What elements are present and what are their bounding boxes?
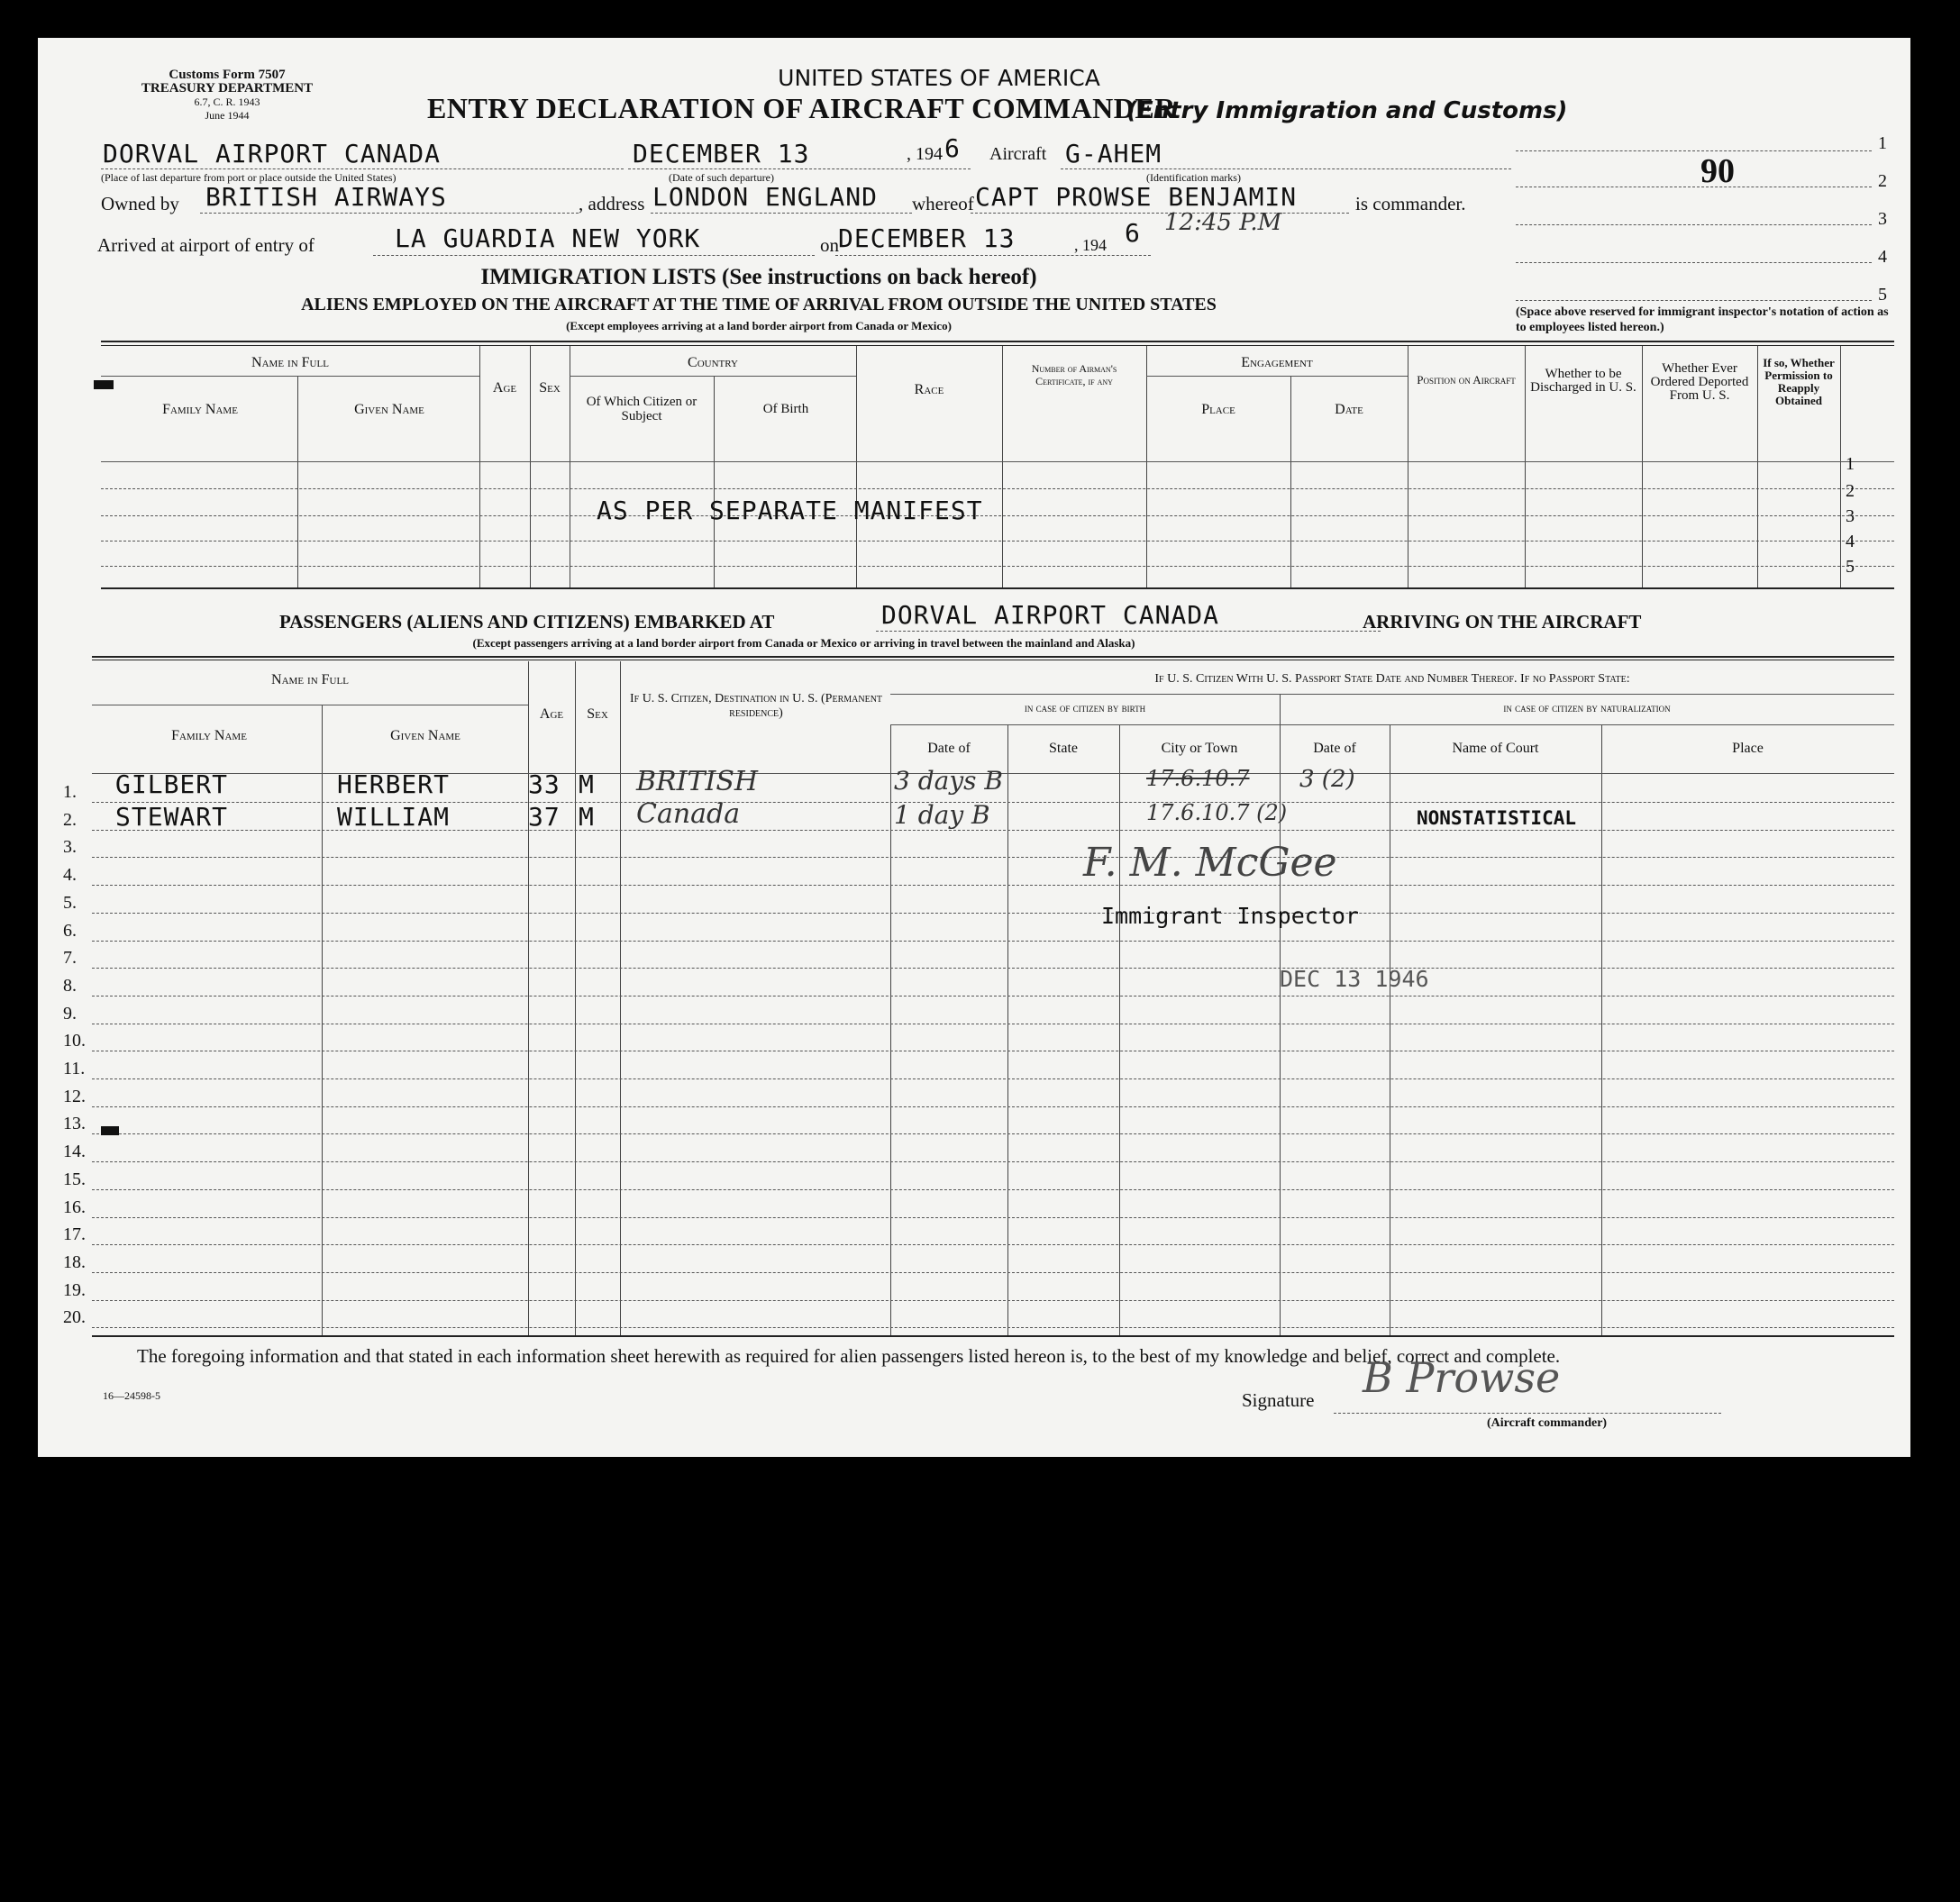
arrival-year-digit: 6: [1125, 218, 1141, 248]
aliens-col-div: [1840, 346, 1841, 587]
aircraft-line: [1061, 168, 1511, 169]
form-id-line4: June 1944: [205, 109, 250, 122]
aliens-row-num-4: 4: [1846, 532, 1855, 551]
owned-by-label: Owned by: [101, 193, 179, 214]
main-subtitle: (Entry Immigration and Customs): [1126, 97, 1568, 124]
pass-hdr-given: Given Name: [390, 728, 460, 743]
passenger-2-date: 1 day B: [894, 800, 990, 830]
aliens-row-num-1: 1: [1846, 454, 1855, 474]
pass-hdr-destination: If U. S. Citizen, Destination in U. S. (Permanent residence): [629, 692, 883, 720]
certification-text: The foregoing information and that stated in each information sheet herewith as required for alien passengers listed hereon is, to the best of my knowledge and belief, correct and complete.: [137, 1345, 1561, 1367]
passenger-row-number: 15.: [63, 1169, 86, 1189]
pass-hdr-passport: If U. S. Citizen With U. S. Passport State Date and Number Thereof. If no Passport State:: [1154, 672, 1630, 686]
arrival-airport: LA GUARDIA NEW YORK: [395, 223, 701, 253]
pass-hdr-date-birth: Date of: [927, 741, 971, 756]
aliens-col-div: [1757, 346, 1758, 587]
departure-place-caption: (Place of last departure from port or place outside the United States): [101, 171, 397, 184]
pass-hdr-state: State: [1049, 741, 1078, 756]
aliens-col-div: [714, 376, 715, 587]
passenger-row-line: [92, 913, 1894, 914]
departure-date-caption: (Date of such departure): [669, 171, 774, 184]
aliens-hdr-discharged: Whether to be Discharged in U. S.: [1530, 367, 1636, 395]
aliens-hdr-deported: Whether Ever Ordered Deported From U. S.: [1650, 361, 1749, 403]
passenger-row-number: 11.: [63, 1059, 86, 1078]
passenger-row-line: [92, 885, 1894, 886]
aliens-col-div: [1525, 346, 1526, 587]
document-page: [38, 38, 1910, 1457]
passenger-row-number: 4.: [63, 865, 77, 885]
aliens-row-line: [101, 488, 1894, 489]
reserved-num-5: 5: [1878, 285, 1887, 305]
aliens-col-div: [1002, 346, 1003, 587]
passenger-2-family: STEWART: [115, 802, 229, 832]
departure-place: DORVAL AIRPORT CANADA: [103, 139, 442, 168]
whereof-label: whereof: [912, 193, 974, 214]
passengers-table-top-rule: [92, 656, 1894, 658]
passenger-row-number: 12.: [63, 1087, 86, 1106]
form-id-line3: 6.7, C. R. 1943: [194, 96, 260, 108]
stamp-date: DEC 13 1946: [1280, 966, 1429, 992]
pass-col-div: [575, 661, 576, 1335]
aliens-subhead-rule: [101, 376, 479, 377]
pass-subhead-rule: [890, 724, 1894, 725]
arrival-year-prefix: , 194: [1074, 236, 1107, 254]
passenger-row-number: 8.: [63, 976, 77, 996]
departure-date-line: [628, 168, 971, 169]
aliens-hdr-date: Date: [1335, 402, 1363, 417]
immigration-note: (Except employees arriving at a land border airport from Canada or Mexico): [566, 319, 952, 332]
form-id: [119, 68, 335, 123]
passenger-row-number: 20.: [63, 1307, 86, 1327]
reserved-number: 90: [1700, 152, 1735, 190]
aliens-hdr-place: Place: [1201, 402, 1235, 417]
passenger-row-line: [92, 1161, 1894, 1162]
passenger-row-line: [92, 1189, 1894, 1190]
signature-caption: (Aircraft commander): [1487, 1416, 1608, 1430]
passenger-row-number: 17.: [63, 1224, 86, 1244]
aliens-hdr-race: Race: [914, 382, 944, 397]
departure-year-digit: 6: [944, 133, 961, 163]
passengers-table-bottom-rule: [92, 1335, 1894, 1337]
form-number: 16—24598-5: [103, 1389, 160, 1402]
commander-line: [971, 213, 1349, 214]
passenger-1-sex: M: [579, 769, 595, 799]
address-label: , address: [579, 193, 645, 214]
aliens-hdr-permission: If so, Whether Permission to Reapply Obtained: [1763, 356, 1835, 407]
pass-hdr-name: Name in Full: [271, 672, 349, 687]
passenger-row-number: 2.: [63, 810, 77, 830]
form-id-line2: TREASURY DEPARTMENT: [141, 81, 314, 96]
aircraft-caption: (Identification marks): [1146, 171, 1241, 184]
aliens-subhead-rule: [1146, 376, 1408, 377]
aliens-hdr-age: Age: [492, 380, 517, 396]
passenger-row-number: 16.: [63, 1197, 86, 1217]
passenger-2-age: 37: [528, 802, 561, 832]
reserved-num-4: 4: [1878, 247, 1887, 267]
aliens-row-line: [101, 566, 1894, 567]
passenger-row-number: 5.: [63, 893, 77, 913]
reserved-line-1: [1516, 150, 1872, 151]
passenger-row-line: [92, 941, 1894, 942]
address-line: [651, 213, 912, 214]
passenger-row-line: [92, 1078, 1894, 1079]
departure-date: DECEMBER 13: [633, 139, 810, 168]
reserved-line-5: [1516, 300, 1872, 301]
passenger-1-destination: BRITISH: [636, 766, 759, 797]
passenger-row-number: 9.: [63, 1004, 77, 1024]
passenger-row-number: 14.: [63, 1142, 86, 1161]
passenger-row-number: 19.: [63, 1280, 86, 1300]
passenger-row-number: 1.: [63, 782, 77, 802]
nonstatistical-stamp: NONSTATISTICAL: [1417, 807, 1577, 829]
aliens-table-top-rule: [101, 341, 1894, 342]
aliens-row-num-5: 5: [1846, 557, 1855, 577]
pass-col-div: [620, 661, 621, 1335]
pass-col-div: [322, 705, 323, 1335]
pass-col-div: [528, 661, 529, 1335]
passenger-row-number: 10.: [63, 1031, 86, 1051]
aliens-col-div: [297, 376, 298, 587]
pass-hdr-place: Place: [1732, 741, 1764, 756]
passenger-row-line: [92, 1300, 1894, 1301]
aliens-subhead-rule: [570, 376, 856, 377]
commander-signature: B Prowse: [1363, 1353, 1561, 1402]
separate-manifest-note: AS PER SEPARATE MANIFEST: [597, 496, 983, 525]
owner: BRITISH AIRWAYS: [205, 182, 447, 212]
aliens-hdr-given: Given Name: [354, 402, 424, 417]
passenger-row-line: [92, 1217, 1894, 1218]
reserved-line-3: [1516, 224, 1872, 225]
passenger-row-line: [92, 1327, 1894, 1328]
arrival-date-line: [835, 255, 1151, 256]
commander-suffix: is commander.: [1355, 193, 1466, 214]
aliens-hdr-family: Family Name: [162, 402, 238, 417]
immigration-subheading: ALIENS EMPLOYED ON THE AIRCRAFT AT THE TIME OF ARRIVAL FROM OUTSIDE THE UNITED STATES: [301, 295, 1217, 314]
passenger-1-age: 33: [528, 769, 561, 799]
aliens-row-line: [101, 515, 1894, 516]
arrival-time: 12:45 P.M: [1164, 209, 1282, 236]
aliens-table-bottom-rule: [101, 587, 1894, 589]
country-title: UNITED STATES OF AMERICA: [778, 65, 1100, 91]
reserved-caption: (Space above reserved for immigrant inspector's notation of action as to employees listed hereon.): [1516, 305, 1889, 334]
aliens-header-bottom-rule: [101, 461, 1894, 462]
aliens-col-div: [1146, 346, 1147, 587]
arrived-label: Arrived at airport of entry of: [97, 234, 315, 256]
departure-place-line: [101, 168, 624, 169]
aircraft-label: Aircraft: [989, 144, 1047, 164]
aliens-row-num-3: 3: [1846, 506, 1855, 526]
departure-year-prefix: , 194: [907, 144, 943, 164]
passenger-row-number: 3.: [63, 837, 77, 857]
reserved-line-4: [1516, 262, 1872, 263]
aliens-hdr-country: Country: [688, 355, 738, 370]
pass-hdr-by-naturalization: in case of citizen by naturalization: [1503, 701, 1671, 714]
commander-name: CAPT PROWSE BENJAMIN: [975, 182, 1298, 212]
passenger-1-given: HERBERT: [337, 769, 451, 799]
passengers-note: (Except passengers arriving at a land border airport from Canada or Mexico or arriving in travel between the mainland and Alaska): [472, 636, 1135, 650]
punch-mark: [94, 380, 114, 389]
aliens-col-div: [1642, 346, 1643, 587]
passenger-row-number: 18.: [63, 1252, 86, 1272]
aliens-hdr-airman-cert: Number of Airman's Certificate, if any: [1031, 362, 1117, 387]
signature-label: Signature: [1242, 1389, 1315, 1411]
immigration-heading: IMMIGRATION LISTS (See instructions on back hereof): [480, 265, 1037, 289]
embarked-at: DORVAL AIRPORT CANADA: [881, 600, 1220, 630]
pass-col-div: [1280, 694, 1281, 1335]
signature-line: [1334, 1413, 1721, 1414]
main-title: ENTRY DECLARATION OF AIRCRAFT COMMANDER: [427, 92, 1176, 124]
form-id-line1: Customs Form 7507: [169, 68, 286, 82]
passenger-row-number: 6.: [63, 921, 77, 941]
aircraft-marks: G-AHEM: [1065, 139, 1162, 168]
aliens-row-num-2: 2: [1846, 481, 1855, 501]
passenger-1-city: 17.6.10.7: [1146, 766, 1250, 791]
pass-hdr-date-nat: Date of: [1313, 741, 1356, 756]
pass-hdr-court: Name of Court: [1452, 741, 1539, 756]
passenger-1-family: GILBERT: [115, 769, 229, 799]
aliens-hdr-citizen-of: Of Which Citizen or Subject: [586, 395, 697, 423]
passenger-row-line: [92, 857, 1894, 858]
aliens-table-top-rule2: [101, 345, 1894, 346]
pass-hdr-sex: Sex: [587, 706, 608, 722]
punch-mark: [101, 1126, 119, 1135]
on-label: on: [820, 234, 839, 256]
reserved-num-2: 2: [1878, 171, 1887, 191]
pass-hdr-by-birth: in case of citizen by birth: [1024, 701, 1146, 714]
passengers-heading-prefix: PASSENGERS (ALIENS AND CITIZENS) EMBARKED AT: [279, 611, 775, 632]
passenger-row-number: 13.: [63, 1114, 86, 1133]
passenger-row-line: [92, 1106, 1894, 1107]
reserved-num-3: 3: [1878, 209, 1887, 229]
pass-hdr-city: City or Town: [1161, 741, 1238, 756]
inspector-stamp: Immigrant Inspector: [1101, 903, 1359, 929]
pass-hdr-age: Age: [539, 706, 564, 722]
inspector-initials: F. M. McGee: [1083, 840, 1337, 886]
passengers-heading-suffix: ARRIVING ON THE AIRCRAFT: [1363, 611, 1642, 632]
passenger-row-line: [92, 1244, 1894, 1245]
passenger-row-number: 7.: [63, 948, 77, 968]
arrival-airport-line: [373, 255, 815, 256]
passenger-row-line: [92, 1272, 1894, 1273]
passenger-2-sex: M: [579, 802, 595, 832]
passenger-row-line: [92, 968, 1894, 969]
pass-subhead-rule: [890, 694, 1894, 695]
embarked-at-line: [876, 631, 1381, 632]
passenger-row-line: [92, 996, 1894, 997]
passenger-2-destination: Canada: [636, 798, 741, 830]
aliens-hdr-engagement: Engagement: [1241, 355, 1313, 370]
aliens-hdr-of-birth: Of Birth: [762, 402, 809, 416]
aliens-hdr-position: Position on Aircraft: [1417, 373, 1516, 387]
passenger-1-code: 3 (2): [1299, 766, 1355, 793]
owner-line: [200, 213, 579, 214]
passenger-row-line: [92, 1133, 1894, 1134]
owner-address: LONDON ENGLAND: [652, 182, 879, 212]
reserved-num-1: 1: [1878, 133, 1887, 153]
passenger-1-date: 3 days B: [894, 766, 1003, 796]
passenger-2-given: WILLIAM: [337, 802, 451, 832]
pass-hdr-family: Family Name: [171, 728, 247, 743]
aliens-hdr-name: Name in Full: [251, 355, 329, 370]
aliens-hdr-sex: Sex: [539, 380, 561, 396]
arrival-date: DECEMBER 13: [838, 223, 1016, 253]
passenger-2-city: 17.6.10.7 (2): [1146, 800, 1288, 825]
